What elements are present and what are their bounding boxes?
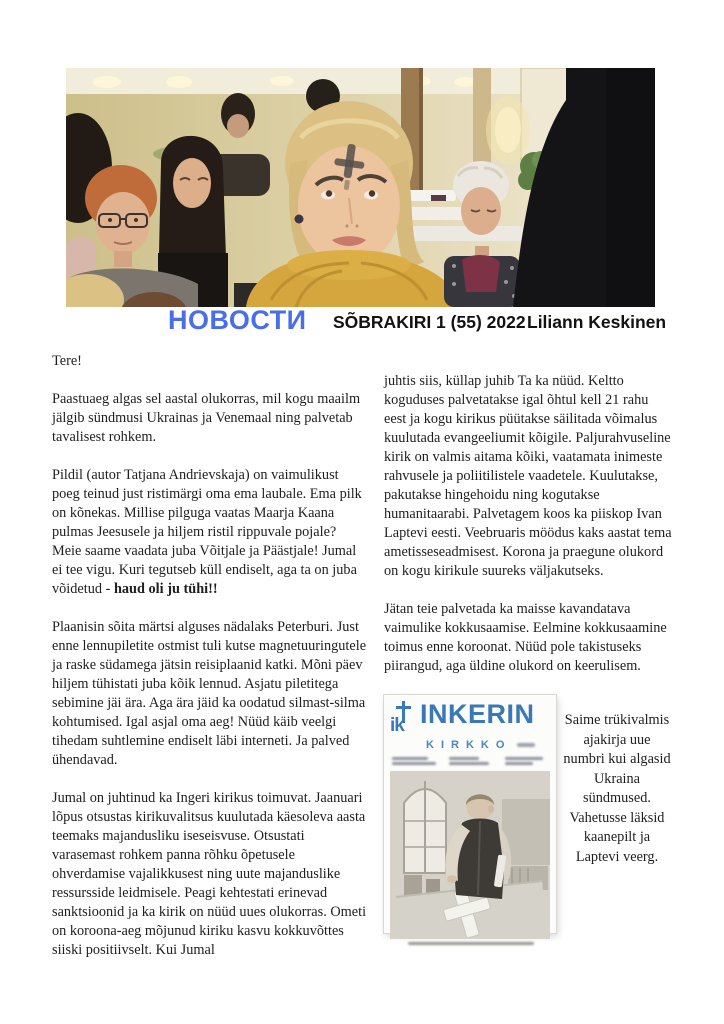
paragraph: Paastuaeg algas sel aastal olukorras, mil kogu maailm jälgib sündmusi Ukrainas ja Venemaal ning palvetab tavalisest rohkem. [52,391,361,445]
paragraph [52,466,368,599]
greeting: Tere! [52,353,82,369]
paragraph: Jumal on juhtinud ka Ingeri kirikus toimuvat. Jaanuari lõpus otsustas kirikuvalitsus kuulutada käesoleva aasta teemaks majandusliku iseseisvuse. Otsustati varasemast rohkem panna rõhku õpetusele ohverdamise vajalikkusest ning uute majanduslike ressursside leidmisele. Peagi kehtestati erinevad sanktsioonid ja ka kirik on nüüd uues olukorras. Ometi on koroona-aeg mõjunud kiriku kasvu kokkuvõttes siiski positiivselt. Kui Jumal [52,790,367,958]
cover-issue-blur [517,743,535,747]
logo-letters: ik [390,715,404,736]
paragraph-bold-text: haud oli ju tühi!! [113,581,218,597]
hero-photo [66,68,655,307]
paragraph-text: Pildil (autor Tatjana Andrievskaja) on vaimulikust poeg teinud just ristimärgi oma ema laubale. Ema pilk on kõnekas. Millise pilguga vaatas Maarja Kaana pulmas Jeesusele ja hiljem ristil rippuvale pojale? Meie saame vaadata juba Võitjale ja Päästjale! Jumal ei tee vigu. Kuri tegutseb küll endiselt, aga ta on juba võidetud - [52,467,362,597]
magazine-block [384,695,672,933]
column-right [384,372,672,960]
cover-photo [390,771,550,939]
hero-photo-illustration [66,68,655,307]
issue-label: SÕBRAKIRI 1 (55) 2022 [333,312,526,332]
church-window-icon [404,781,446,873]
author-name: Liliann Keskinen [527,312,667,332]
cover-header [390,701,551,741]
masthead [66,305,667,337]
paragraph: juhtis siis, küllap juhib Ta ka nüüd. Keltto koguduses palvetatakse igal õhtul kell 21 rahu eest ja kogu kirikus püütakse säilitada võimalus kuulutada evangeeliumit kõigile. Paljurahvuseline kirik on valmis aitama kõiki, vaatamata inimeste rahvusele ja poliitilistele vaadetele. Kuulutakse, pakutakse hingehoidu ning kogutakse humanitaarabi. Palvetagem koos ka piiskop Ivan Laptevi eesti. Veebruaris möödus kaks aastat tema ametisseseadmisest. Korona ja praegune olukord on kogu kirikule suureks väljakutseks. [384,373,672,579]
inkerin-logo-icon [390,701,416,741]
magazine-cover [384,695,556,933]
paragraph: Jätan teie palvetada ka maisse kavandatava vaimulike kokkusaamise. Eelmine kokkusaamine toimus enne koroonat. Nüüd pole takistuseks piirangud, aga üldine olukord on keerulisem. [384,601,667,674]
cover-subtitle: KIRKKO [426,739,512,751]
column-left [52,352,368,960]
paragraph: Plaanisin sõita märtsi alguses nädalaks Peterburi. Just enne lennupiletite ostmist tuli kutse magnetuuringutele ja raske südamega jätsin reisiplaanid katki. Mõni päev hiljem tühistati juba kõik lennud. Asjatu piletitega sebimine jäi ära. Aga ära jäid ka oodatud silmast-silma kohtumised. Igal asjal oma aeg! Nüüd käib veelgi tihedam suhtlemine endiselt läbi interneti. Ja palved ühendavad. [52,619,367,768]
cover-subtitle-row [426,739,551,751]
magazine-note: Saime trükivalmis ajakirja uue numbri kui algasid Ukraina sündmused. Vahetusse läksid kaanepilt ja Laptevi veerg. [563,712,671,865]
cover-title: INKERIN [420,699,535,729]
cover-meta-blur [392,755,549,767]
cover-caption-blur [408,942,534,945]
cover-photo-illustration [390,771,550,939]
body-columns [52,352,672,960]
masthead-title: НОВОСТИ [168,305,307,335]
